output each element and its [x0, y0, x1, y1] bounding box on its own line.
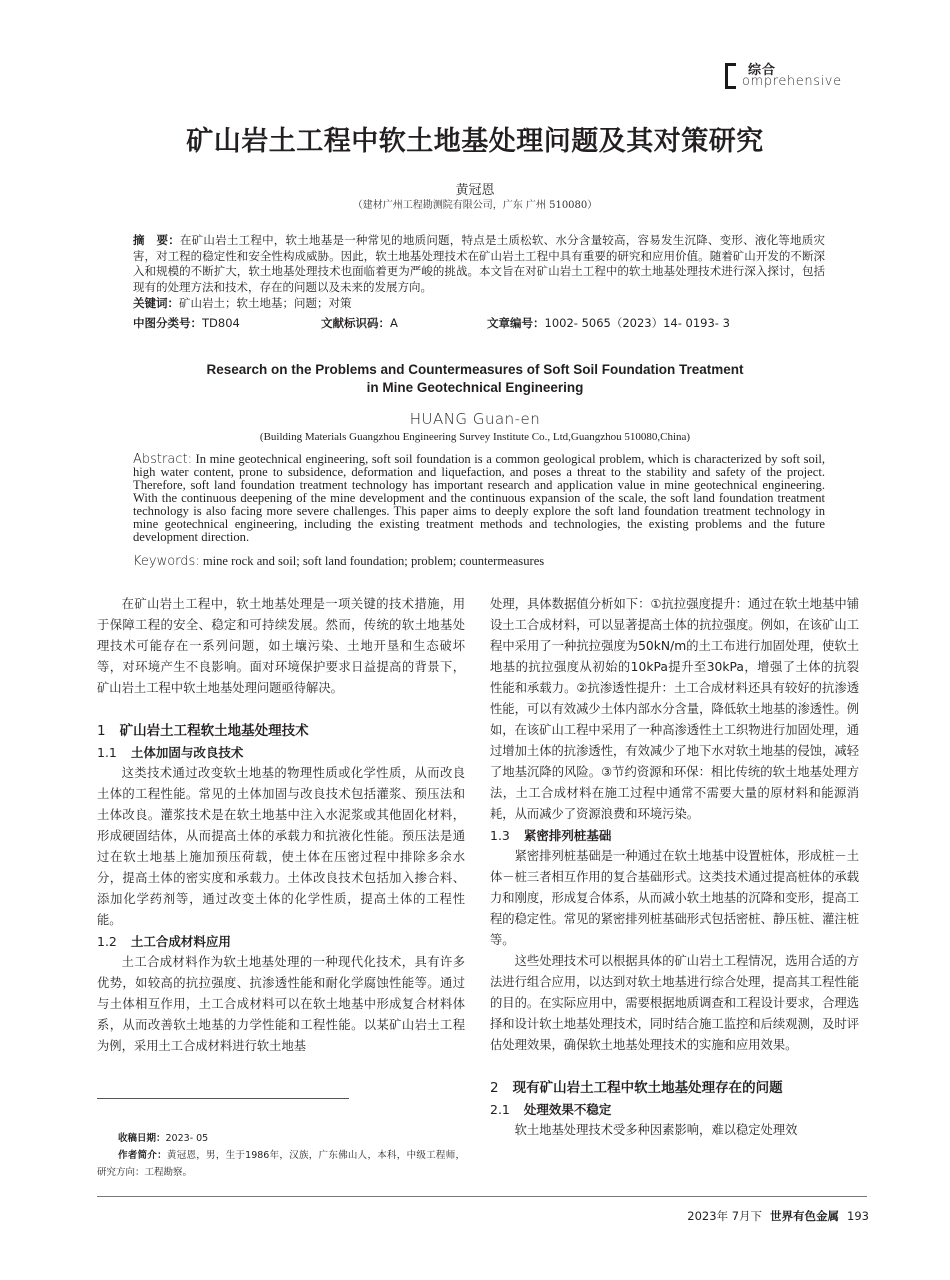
keywords-cn — [133, 296, 825, 312]
section-1-2-paragraph: 土工合成材料作为软土地基处理的一种现代化技术，具有许多优势，如较高的抗拉强度、抗渗透性能和耐化学腐蚀性能等。通过与土体相互作用，土工合成材料可以在软土地基中形成复合材料体系，从而改善软土地基的力学性能和工程性能。以某矿山岩土工程为例，采用土工合成材料进行软土地基 — [97, 955, 465, 1053]
author-name-cn: 黄冠恩 — [455, 183, 495, 198]
keywords-en-label: Keywords: — [133, 554, 200, 569]
keywords-en — [133, 555, 825, 568]
paper-title-en-line2: in Mine Geotechnical Engineering — [366, 380, 584, 395]
body-column-left — [97, 594, 465, 1057]
article-number: 文章编号：1002- 5065（2023）14- 0193- 3 — [487, 316, 730, 330]
paper-title-en — [0, 361, 950, 397]
affiliation-en: (Building Materials Guangzhou Engineering Survey Institute Co., Ltd,Guangzhou 510080,China) — [259, 431, 691, 443]
section-1-2-heading: 1.2 土工合成材料应用 — [97, 934, 231, 949]
section-1-1-paragraph: 这类技术通过改变软土地基的物理性质或化学性质，从而改良土体的工程性能。常见的土体加固与改良技术包括灌浆、预压法和土体改良。灌浆技术是在软土地基中注入水泥浆或其他固化材料，形成硬固结体，从而提高土体的承载力和抗液化性能。预压法是通过在软土地基上施加预压荷载，使土体在压密过程中排除多余水分，提高土体的密实度和承载力。土体改良技术包括加入掺合料、添加化学药剂等，通过改变土体的化学性质，提高土体的工程性能。 — [97, 766, 465, 927]
body-column-right — [490, 594, 859, 1141]
keywords-cn-text: 矿山岩土；软土地基；问题；对策 — [179, 296, 352, 310]
section-1-1-heading: 1.1 土体加固与改良技术 — [97, 745, 244, 760]
author-bio: 作者简介：黄冠恩，男，生于1986年，汉族，广东佛山人，本科，中级工程师，研究方向：工程勘察。 — [97, 1150, 465, 1178]
abstract-cn-label: 摘 要： — [133, 233, 180, 247]
page-number: 193 — [847, 1209, 869, 1223]
page-footer — [600, 1208, 869, 1224]
abstract-cn-text: 在矿山岩土工程中，软土地基是一种常见的地质问题，特点是土质松软、水分含量较高，容易发生沉降、变形、液化等地质灾害，对工程的稳定性和安全性构成威胁。因此，软土地基处理技术在矿山岩土工程中具有重要的研究和应用价值。随着矿山开发的不断深入和规模的不断扩大，软土地基处理技术也面临着更为严峻的挑战。本文旨在对矿山岩土工程中的软土地基处理技术进行深入探讨，包括现有的处理方法和技术，存在的问题以及未来的发展方向。 — [133, 233, 825, 294]
received-date: 收稿日期：2023- 05 — [118, 1133, 209, 1144]
section-1-3-heading: 1.3 紧密排列桩基础 — [490, 828, 612, 843]
affiliation-cn: （建材广州工程勘测院有限公司，广东 广州 510080） — [352, 200, 598, 211]
abstract-cn — [133, 233, 825, 295]
section-1-3-paragraph-2: 这些处理技术可以根据具体的矿山岩土工程情况，选用合适的方法进行组合应用，以达到对软土地基进行综合处理，提高其工程性能的目的。在实际应用中，需要根据地质调查和工程设计要求，合理选择和设计软土地基处理技术，同时结合施工监控和后续观测，及时评估处理效果，确保软土地基处理技术的实施和应用效果。 — [490, 954, 859, 1052]
section-label-en: omprehensive — [742, 74, 842, 89]
section-1-3-paragraph-1: 紧密排列桩基础是一种通过在软土地基中设置桩体，形成桩－土体－桩三者相互作用的复合基础形式。这类技术通过提高桩体的承载力和刚度，形成复合体系，从而减小软土地基的沉降和变形，提高工程的稳定性。常见的紧密排列桩基础形式包括密桩、静压桩、灌注桩等。 — [490, 849, 859, 947]
author-name-en: HUANG Guan-en — [409, 410, 541, 428]
section-2-heading: 2 现有矿山岩土工程中软土地基处理存在的问题 — [490, 1080, 783, 1096]
section-2-1-heading: 2.1 处理效果不稳定 — [490, 1102, 612, 1117]
section-1-heading: 1 矿山岩土工程软土地基处理技术 — [97, 723, 309, 739]
keywords-en-text: mine rock and soil; soft land foundation; problem; countermeasures — [199, 554, 545, 568]
journal-name: 世界有色金属 — [770, 1209, 840, 1223]
section-1-2-continued: 处理，具体数据值分析如下：①抗拉强度提升：通过在软土地基中铺设土工合成材料，可以显著提高土体的抗拉强度。例如，在该矿山工程中采用了一种抗拉强度为50kN/m的土工布进行加固处理，使软土地基的抗拉强度从初始的10kPa提升至30kPa，增强了土体的抗裂性能和承载力。②抗渗透性提升：土工合成材料还具有较好的抗渗透性能，可以有效减少土体内部水分含量，降低软土地基的渗透性。例如，在该矿山工程中采用了一种高渗透性土工织物进行加固处理，通过增加土体的抗渗透性，有效减少了地下水对软土地基的侵蚀，减轻了地基沉降的风险。③节约资源和环保：相比传统的软土地基处理方法，土工合成材料在施工过程中通常不需要大量的原材料和能源消耗，从而减少了资源浪费和环境污染。 — [490, 597, 859, 821]
paper-title-en-line1: Research on the Problems and Countermeasures of Soft Soil Foundation Treatment — [206, 362, 744, 377]
keywords-cn-label: 关键词： — [133, 296, 179, 310]
section-2-1-paragraph: 软土地基处理技术受多种因素影响，难以稳定处理效 — [514, 1123, 798, 1137]
intro-paragraph: 在矿山岩土工程中，软土地基处理是一项关键的技术措施，用于保障工程的安全、稳定和可持续发展。然而，传统的软土地基处理技术可能存在一系列问题，如土壤污染、土地开垦和生态破坏等，对环境产生不良影响。面对环境保护要求日益提高的背景下，矿山岩土工程中软土地基处理问题亟待解决。 — [97, 597, 465, 695]
section-label-cn: 综合 — [748, 63, 777, 78]
abstract-en-text: In mine geotechnical engineering, soft soil foundation is a common geological problem, which is characterized by soft soil, high water content, prone to subsidence, deformation and liquefaction, and poses a threat to the stability and safety of the project. Therefore, soft land foundation treatment technology has important research and application value in mine geotechnical engineering. With the continuous deepening of the mine development and the continuous expansion of the scale, the soft land foundation treatment technology is also facing more severe challenges. This paper aims to deeply explore the soft land foundation treatment technology in mine geotechnical engineering, including the existing treatment methods and technologies, the existing problems and the future development direction. — [133, 452, 825, 544]
section-logo-bracket — [725, 63, 736, 89]
footer-divider — [97, 1196, 867, 1197]
clc-number: 中图分类号：TD804 — [133, 316, 240, 330]
classification-line — [133, 316, 825, 332]
footnote-divider — [97, 1098, 349, 1099]
document-code: 文献标识码：A — [321, 316, 398, 330]
abstract-en-label: Abstract: — [133, 452, 192, 467]
issue-date: 2023年 7月下 — [687, 1209, 763, 1223]
paper-title-cn: 矿山岩土工程中软土地基处理问题及其对策研究 — [186, 126, 764, 157]
abstract-en — [133, 453, 825, 544]
